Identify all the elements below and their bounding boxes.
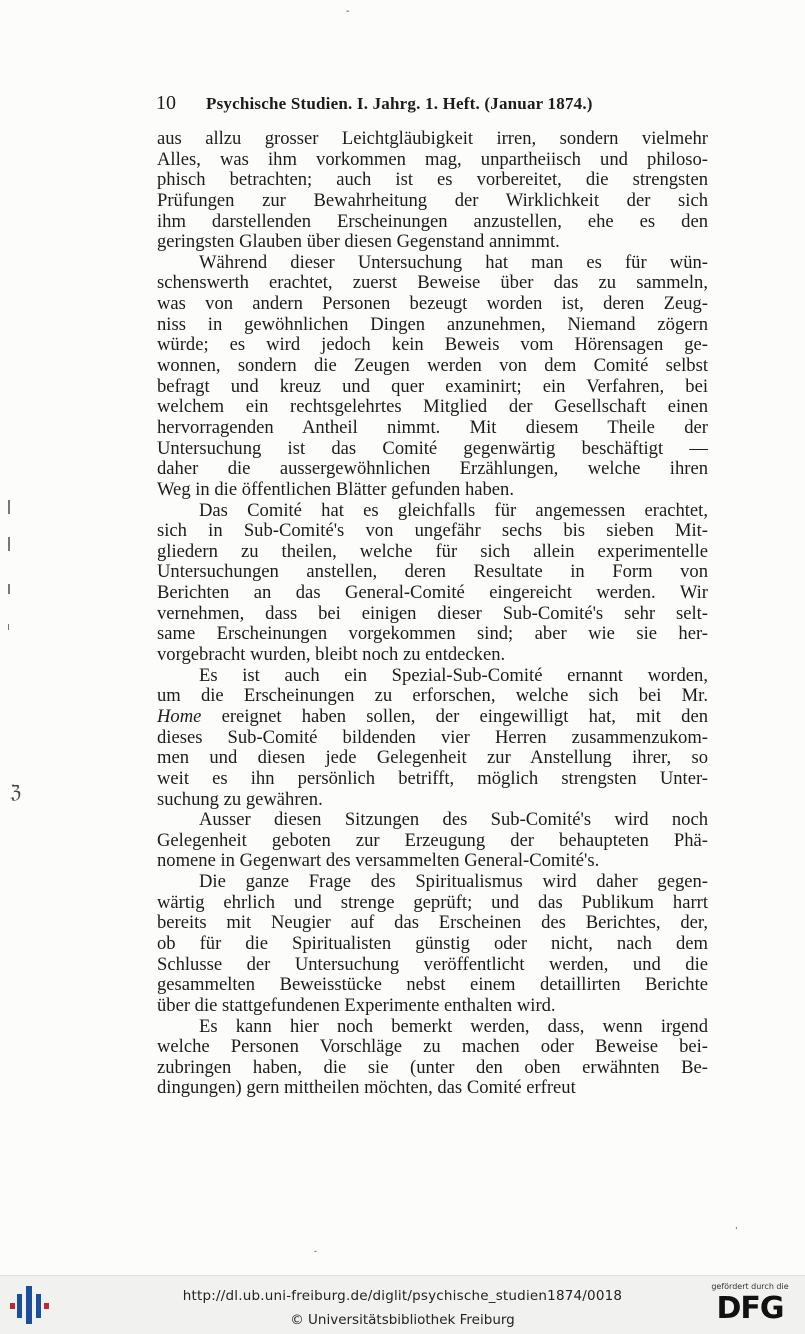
text-line: phisch betrachten; auch ist es vorbereitet, die strengsten bbox=[157, 169, 708, 191]
margin-mark bbox=[8, 500, 10, 514]
text-line: Prüfungen zur Bewahrheitung der Wirklichkeit der sich bbox=[157, 189, 708, 211]
text-line: wonnen, sondern die Zeugen werden von dem Comité selbst bbox=[157, 355, 708, 377]
text-line: gliedern zu theilen, welche für sich allein experimentelle bbox=[157, 540, 708, 562]
copyright-notice: © Universitätsbibliothek Freiburg bbox=[290, 1312, 515, 1328]
text-line: suchung zu gewähren. bbox=[157, 788, 323, 810]
dfg-tagline: gefördert durch die bbox=[711, 1282, 789, 1291]
text-line: Untersuchungen anstellen, deren Resultate in Form von bbox=[157, 561, 708, 583]
text-line: Home ereignet haben sollen, der eingewilligt hat, mit den bbox=[157, 705, 708, 727]
text-line: niss in gewöhnlichen Dingen anzunehmen, Niemand zögern bbox=[157, 313, 708, 335]
text-line: same Erscheinungen vorgekommen sind; aber wie sie her- bbox=[157, 623, 708, 645]
text-line: men und diesen jede Gelegenheit zur Anstellung ihrer, so bbox=[157, 747, 708, 769]
text-line: ob für die Spiritualisten günstig oder nicht, nach dem bbox=[157, 932, 708, 954]
text-line: Berichten an das General-Comité eingereicht werden. Wir bbox=[157, 582, 708, 604]
text-line: Ausser diesen Sitzungen des Sub-Comité's wird noch bbox=[199, 809, 708, 831]
text-line: bereits mit Neugier auf das Erscheinen des Berichtes, der, bbox=[157, 912, 708, 934]
text-line: wärtig ehrlich und strenge geprüft; und das Publikum harrt bbox=[157, 891, 708, 913]
text-line: Weg in die öffentlichen Blätter gefunden haben. bbox=[157, 478, 514, 500]
text-line: welchem ein rechtsgelehrtes Mitglied der Gesellschaft einen bbox=[157, 396, 708, 418]
text-line: vorgebracht wurden, bleibt noch zu entdecken. bbox=[157, 644, 506, 666]
text-line: ihm darstellenden Erscheinungen anzustellen, ehe es den bbox=[157, 210, 708, 232]
text-line: Gelegenheit geboten zur Erzeugung der behaupteten Phä- bbox=[157, 829, 708, 851]
margin-mark bbox=[8, 624, 9, 630]
text-line: Untersuchung ist das Comité gegenwärtig beschäftigt — bbox=[157, 437, 708, 459]
scan-speck: - bbox=[314, 1246, 317, 1256]
text-line: zubringen haben, die sie (unter den oben erwähnten Be- bbox=[157, 1056, 708, 1078]
running-head: Psychische Studien. I. Jahrg. 1. Heft. (Januar 1874.) bbox=[206, 94, 593, 113]
text-line: hervorragenden Antheil nimmt. Mit diesem Theile der bbox=[157, 416, 708, 438]
scan-speck: , bbox=[735, 1220, 738, 1230]
body-text bbox=[157, 129, 708, 1099]
text-line: aus allzu grosser Leichtgläubigkeit irren, sondern vielmehr bbox=[157, 128, 708, 149]
text-line: sich in Sub-Comité's von ungefähr sechs bis sieben Mit- bbox=[157, 520, 708, 542]
margin-mark bbox=[8, 537, 10, 551]
text-line: Alles, was ihm vorkommen mag, unpartheiisch und philoso- bbox=[157, 148, 708, 170]
text-line: um die Erscheinungen zu erforschen, welche sich bei Mr. bbox=[157, 685, 708, 707]
text-line: Die ganze Frage des Spiritualismus wird daher gegen- bbox=[199, 871, 708, 893]
margin-glyph: ℨ bbox=[10, 782, 22, 802]
text-line: dingungen) gern mittheilen möchten, das Comité erfreut bbox=[157, 1077, 576, 1099]
margin-mark bbox=[8, 584, 10, 594]
text-line: vernehmen, dass bei einigen dieser Sub-Comité's sehr selt- bbox=[157, 602, 708, 624]
text-line: geringsten Glauben über diesen Gegenstand annimmt. bbox=[157, 231, 560, 253]
text-line: weit es ihn persönlich betrifft, möglich strengsten Unter- bbox=[157, 767, 708, 789]
text-line: Schlusse der Untersuchung veröffentlicht werden, und die bbox=[157, 953, 708, 975]
text-line: über die stattgefundenen Experimente enthalten wird. bbox=[157, 994, 556, 1016]
text-line: Das Comité hat es gleichfalls für angemessen erachtet, bbox=[199, 499, 708, 521]
text-line: dieses Sub-Comité bildenden vier Herren zusammenzukom- bbox=[157, 726, 708, 748]
text-line: daher die aussergewöhnlichen Erzählungen, welche ihren bbox=[157, 458, 708, 480]
dfg-logo bbox=[705, 1282, 795, 1330]
text-line: Während dieser Untersuchung hat man es für wün- bbox=[199, 251, 708, 273]
dfg-wordmark: DFG bbox=[716, 1291, 784, 1326]
text-line: nomene in Gegenwart des versammelten General-Comité's. bbox=[157, 850, 600, 872]
text-line: was von andern Personen bezeugt worden ist, deren Zeug- bbox=[157, 293, 708, 315]
page-header bbox=[156, 92, 716, 118]
footer-bar bbox=[0, 1275, 805, 1334]
text-line: schenswerth erachtet, zuerst Beweise über das zu sammeln, bbox=[157, 272, 708, 294]
text-line: gesammelten Beweisstücke nebst einem detaillirten Berichte bbox=[157, 974, 708, 996]
text-line: welche Personen Vorschläge zu machen oder Beweise bei- bbox=[157, 1036, 708, 1058]
text-line: Es kann hier noch bemerkt werden, dass, wenn irgend bbox=[199, 1015, 708, 1037]
text-line: befragt und kreuz und quer examinirt; ein Verfahren, bei bbox=[157, 375, 708, 397]
scan-speck: - bbox=[346, 6, 350, 17]
page-url[interactable]: http://dl.ub.uni-freiburg.de/diglit/psychische_studien1874/0018 bbox=[182, 1288, 623, 1304]
text-line: Es ist auch ein Spezial-Sub-Comité ernannt worden, bbox=[199, 664, 708, 686]
text-line: würde; es wird jedoch kein Beweis vom Hörensagen ge- bbox=[157, 334, 708, 356]
page-number: 10 bbox=[156, 92, 176, 114]
